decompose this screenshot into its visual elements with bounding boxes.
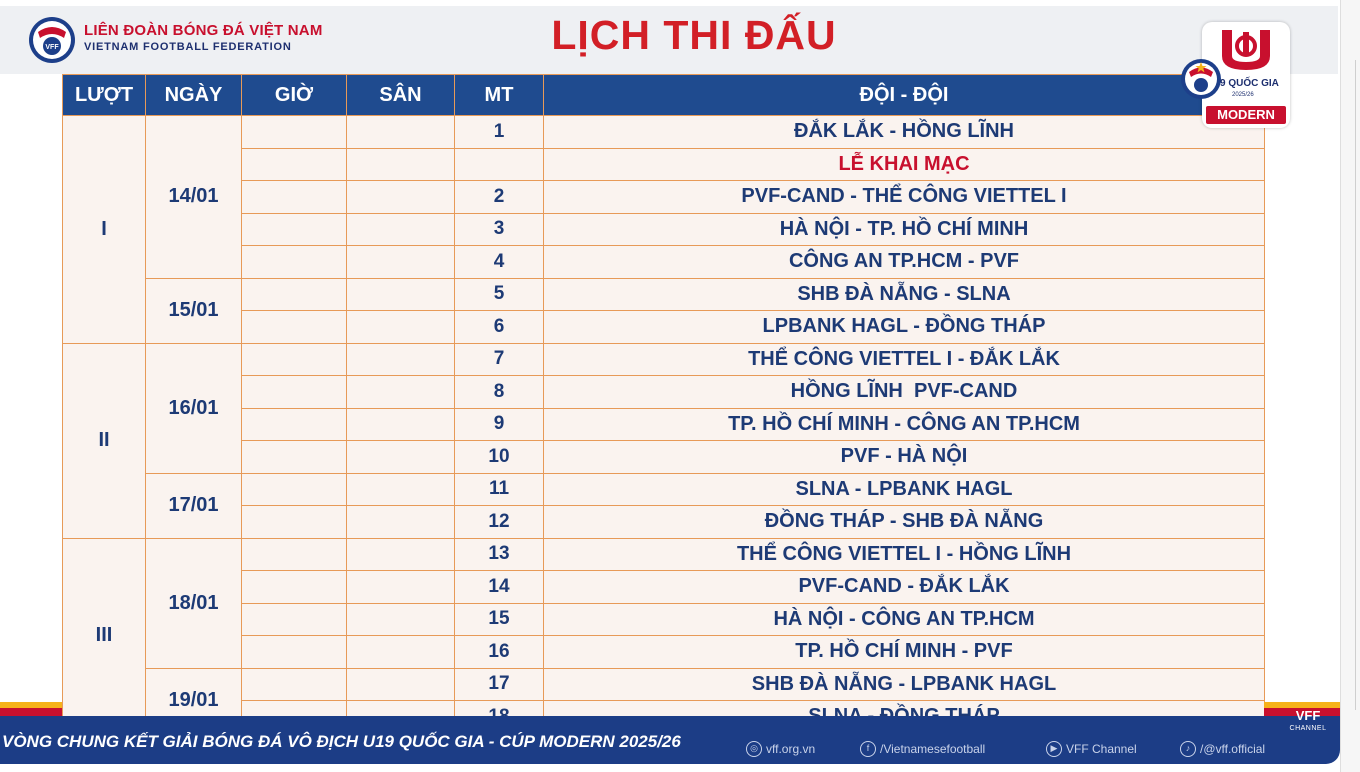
venue-cell <box>347 506 455 539</box>
channel-sub: CHANNEL <box>1289 725 1327 732</box>
table-row <box>63 571 1265 604</box>
venue-cell <box>347 441 455 474</box>
time-cell <box>242 571 347 604</box>
teams-cell: CÔNG AN TP.HCM - PVF <box>544 246 1265 279</box>
time-cell <box>242 506 347 539</box>
vff-mini-logo-icon <box>1180 58 1222 100</box>
time-cell <box>242 181 347 214</box>
date-cell: 17/01 <box>146 473 242 538</box>
social-link-youtube[interactable] <box>1046 738 1137 760</box>
table-row <box>63 376 1265 409</box>
time-cell <box>242 441 347 474</box>
match-number-cell: 9 <box>455 408 544 441</box>
sponsor-logo: MODERN <box>1206 106 1286 124</box>
teams-cell: SHB ĐÀ NẴNG - LPBANK HAGL <box>544 668 1265 701</box>
match-number-cell: 4 <box>455 246 544 279</box>
teams-cell: HỒNG LĨNH PVF-CAND <box>544 376 1265 409</box>
venue-cell <box>347 571 455 604</box>
table-row <box>63 278 1265 311</box>
match-number-cell: 7 <box>455 343 544 376</box>
social-link-label: VFF Channel <box>1066 742 1137 756</box>
match-number-cell: 6 <box>455 311 544 344</box>
teams-cell: HÀ NỘI - CÔNG AN TP.HCM <box>544 603 1265 636</box>
match-number-cell <box>455 148 544 181</box>
venue-cell <box>347 343 455 376</box>
footer-banner <box>0 702 1340 764</box>
teams-cell: SLNA - LPBANK HAGL <box>544 473 1265 506</box>
time-cell <box>242 603 347 636</box>
vff-channel-logo <box>1286 710 1330 734</box>
time-cell <box>242 278 347 311</box>
match-number-cell: 5 <box>455 278 544 311</box>
match-number-cell: 1 <box>455 116 544 149</box>
tiktok-icon: ♪ <box>1180 741 1196 757</box>
social-link-website[interactable] <box>746 738 815 760</box>
page-title: LỊCH THI ĐẤU <box>551 12 837 58</box>
divider <box>1355 60 1356 710</box>
teams-cell: TP. HỒ CHÍ MINH - PVF <box>544 636 1265 669</box>
teams-cell: PVF-CAND - ĐẮK LẮK <box>544 571 1265 604</box>
table-row <box>63 668 1265 701</box>
schedule-table <box>62 74 1265 734</box>
teams-cell: SHB ĐÀ NẴNG - SLNA <box>544 278 1265 311</box>
venue-cell <box>347 246 455 279</box>
venue-cell <box>347 181 455 214</box>
teams-cell: ĐẮK LẮK - HỒNG LĨNH <box>544 116 1265 149</box>
match-number-cell: 10 <box>455 441 544 474</box>
facebook-icon: f <box>860 741 876 757</box>
table-header-row <box>63 75 1265 116</box>
teams-cell: HÀ NỘI - TP. HỒ CHÍ MINH <box>544 213 1265 246</box>
time-cell <box>242 148 347 181</box>
table-row <box>63 148 1265 181</box>
table-row <box>63 636 1265 669</box>
table-row <box>63 408 1265 441</box>
teams-cell: PVF-CAND - THỂ CÔNG VIETTEL I <box>544 181 1265 214</box>
date-cell: 16/01 <box>146 343 242 473</box>
venue-cell <box>347 668 455 701</box>
right-side-panel <box>1340 0 1360 772</box>
teams-cell: THỂ CÔNG VIETTEL I - HỒNG LĨNH <box>544 538 1265 571</box>
time-cell <box>242 116 347 149</box>
match-number-cell: 12 <box>455 506 544 539</box>
time-cell <box>242 376 347 409</box>
round-cell: III <box>63 538 146 733</box>
time-cell <box>242 408 347 441</box>
match-number-cell: 16 <box>455 636 544 669</box>
match-number-cell: 3 <box>455 213 544 246</box>
table-row <box>63 311 1265 344</box>
teams-cell: TP. HỒ CHÍ MINH - CÔNG AN TP.HCM <box>544 408 1265 441</box>
venue-cell <box>347 278 455 311</box>
match-number-cell: 15 <box>455 603 544 636</box>
venue-cell <box>347 148 455 181</box>
opening-ceremony-cell: LỄ KHAI MẠC <box>544 148 1265 181</box>
time-cell <box>242 246 347 279</box>
teams-cell: ĐỒNG THÁP - SHB ĐÀ NẴNG <box>544 506 1265 539</box>
time-cell <box>242 668 347 701</box>
table-row <box>63 343 1265 376</box>
badge-title: 9 QUỐC GIA <box>1220 78 1279 89</box>
footer-caption: VÒNG CHUNG KẾT GIẢI BÓNG ĐÁ VÔ ĐỊCH U19 QUỐC GIA - CÚP MODERN 2025/26 <box>2 732 681 751</box>
match-number-cell: 14 <box>455 571 544 604</box>
table-row <box>63 246 1265 279</box>
time-cell <box>242 473 347 506</box>
teams-cell: PVF - HÀ NỘI <box>544 441 1265 474</box>
venue-cell <box>347 473 455 506</box>
svg-text:VFF: VFF <box>45 44 59 51</box>
match-number-cell: 13 <box>455 538 544 571</box>
tournament-badge <box>1202 22 1290 128</box>
match-number-cell: 8 <box>455 376 544 409</box>
table-row <box>63 538 1265 571</box>
social-link-label: vff.org.vn <box>766 742 816 756</box>
date-cell: 14/01 <box>146 116 242 279</box>
match-number-cell: 11 <box>455 473 544 506</box>
column-header-date: NGÀY <box>146 75 242 116</box>
venue-cell <box>347 636 455 669</box>
teams-cell: THỂ CÔNG VIETTEL I - ĐẮK LẮK <box>544 343 1265 376</box>
venue-cell <box>347 213 455 246</box>
venue-cell <box>347 408 455 441</box>
venue-cell <box>347 538 455 571</box>
badge-season: 2025/26 <box>1232 92 1254 98</box>
federation-name-vn: LIÊN ĐOÀN BÓNG ĐÁ VIỆT NAM <box>84 22 323 39</box>
table-row <box>63 603 1265 636</box>
channel-name: VFF <box>1295 708 1321 723</box>
table-row <box>63 473 1265 506</box>
time-cell <box>242 311 347 344</box>
u19-logo-icon <box>1216 26 1276 74</box>
venue-cell <box>347 603 455 636</box>
social-link-label: /Vietnamesefootball <box>880 742 986 756</box>
date-cell: 19/01 <box>146 668 242 733</box>
match-number-cell: 17 <box>455 668 544 701</box>
date-cell: 18/01 <box>146 538 242 668</box>
column-header-venue: SÂN <box>347 75 455 116</box>
date-cell: 15/01 <box>146 278 242 343</box>
venue-cell <box>347 376 455 409</box>
social-link-label: /@vff.official <box>1200 742 1266 756</box>
table-row <box>63 116 1265 149</box>
column-header-round: LƯỢT <box>63 75 146 116</box>
table-row <box>63 506 1265 539</box>
round-cell: I <box>63 116 146 344</box>
time-cell <box>242 343 347 376</box>
column-header-teams: ĐỘI - ĐỘI <box>544 75 1265 116</box>
table-row <box>63 213 1265 246</box>
youtube-icon: ▶ <box>1046 741 1062 757</box>
venue-cell <box>347 116 455 149</box>
table-row <box>63 181 1265 214</box>
column-header-match-number: MT <box>455 75 544 116</box>
table-row <box>63 441 1265 474</box>
match-number-cell: 2 <box>455 181 544 214</box>
teams-cell: LPBANK HAGL - ĐỒNG THÁP <box>544 311 1265 344</box>
column-header-time: GIỜ <box>242 75 347 116</box>
footer-stripe <box>0 708 62 716</box>
time-cell <box>242 636 347 669</box>
time-cell <box>242 213 347 246</box>
globe-icon: ◎ <box>746 741 762 757</box>
social-link-facebook[interactable] <box>860 738 985 760</box>
venue-cell <box>347 311 455 344</box>
federation-name-en: VIETNAM FOOTBALL FEDERATION <box>84 41 292 53</box>
time-cell <box>242 538 347 571</box>
social-link-tiktok[interactable] <box>1180 738 1265 760</box>
round-cell: II <box>63 343 146 538</box>
